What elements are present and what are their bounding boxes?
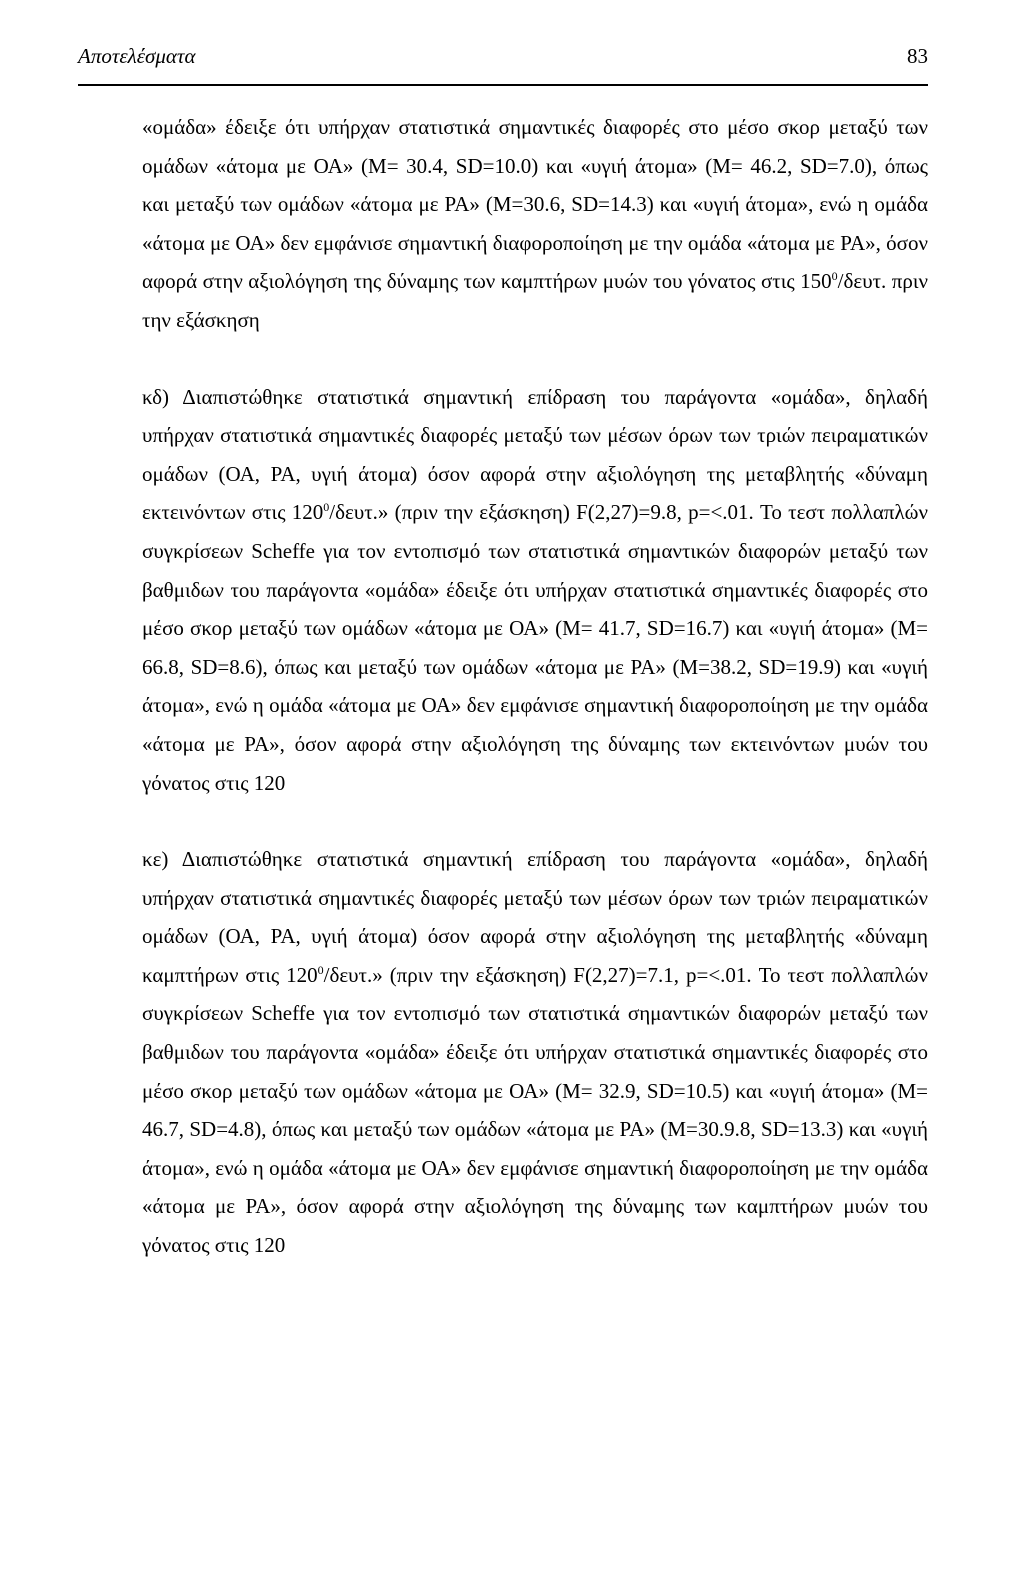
paragraph-ke — [142, 840, 928, 1265]
running-title: Αποτελέσματα — [78, 44, 196, 68]
page-number: 83 — [907, 44, 928, 68]
paragraph-text: /δευτ. πριν την εξάσκηση — [142, 269, 928, 332]
paragraph-text: κε) Διαπιστώθηκε στατιστικά σημαντική επίδραση του παράγοντα «ομάδα», δηλαδή υπήρχαν στατιστικά σημαντικές διαφορές μεταξύ των μέσων όρων των τριών πειραματικών ομάδων (ΟΑ, PA, υγιή άτομα) όσον αφορά στην αξιολόγηση της μεταβλητής «δύναμη καμπτήρων στις 120 — [142, 847, 928, 987]
degree-superscript: 0 — [831, 269, 838, 284]
page-header — [78, 42, 928, 76]
paragraph-gap — [142, 802, 928, 840]
header-divider — [78, 84, 928, 86]
paragraph-text: /δευτ.» (πριν την εξάσκηση) F(2,27)=7.1, p=<.01. Το τεστ πολλαπλών συγκρίσεων Scheffe για τον εντοπισμό των στατιστικά σημαντικών διαφορών μεταξύ των βαθμιδων του παράγοντα «ομάδα» έδειξε ότι υπήρχαν στατιστικά σημαντικές διαφορές στο μέσο σκορ μεταξύ των ομάδων «άτομα με ΟΑ» (M= 32.9, SD=10.5) και «υγιή άτομα» (M= 46.7, SD=4.8), όπως και μεταξύ των ομάδων «άτομα με PA» (M=30.9.8, SD=13.3) και «υγιή άτομα», ενώ η ομάδα «άτομα με ΟΑ» δεν εμφάνισε σημαντική διαφοροποίηση με την ομάδα «άτομα με PA», όσον αφορά στην αξιολόγηση της δύναμης των καμπτήρων μυών του γόνατος στις 120 — [142, 962, 928, 1258]
paragraph-text: /δευτ.» (πριν την εξάσκηση) F(2,27)=9.8, p=<.01. Το τεστ πολλαπλών συγκρίσεων Scheffe για τον εντοπισμό των στατιστικά σημαντικών διαφορών μεταξύ των βαθμιδων του παράγοντα «ομάδα» έδειξε ότι υπήρχαν στατιστικά σημαντικές διαφορές στο μέσο σκορ μεταξύ των ομάδων «άτομα με ΟΑ» (M= 41.7, SD=16.7) και «υγιή άτομα» (M= 66.8, SD=8.6), όπως και μεταξύ των ομάδων «άτομα με PA» (M=38.2, SD=19.9) και «υγιή άτομα», ενώ η ομάδα «άτομα με ΟΑ» δεν εμφάνισε σημαντική διαφοροποίηση με την ομάδα «άτομα με PA», όσον αφορά στην αξιολόγηση της δύναμης των εκτεινόντων μυών του γόνατος στις 120 — [142, 500, 928, 795]
paragraph-text: κδ) Διαπιστώθηκε στατιστικά σημαντική επίδραση του παράγοντα «ομάδα», δηλαδή υπήρχαν στατιστικά σημαντικές διαφορές μεταξύ των μέσων όρων των τριών πειραματικών ομάδων (ΟΑ, PA, υγιή άτομα) όσον αφορά στην αξιολόγηση της μεταβλητής «δύναμη εκτεινόντων στις 120 — [142, 384, 928, 525]
degree-superscript: 0 — [323, 500, 330, 515]
body-text — [142, 108, 928, 1265]
degree-superscript: 0 — [317, 962, 324, 977]
paragraph-gap — [142, 340, 928, 378]
paragraph-text: «ομάδα» έδειξε ότι υπήρχαν στατιστικά σημαντικές διαφορές στο μέσο σκορ μεταξύ των ομάδων «άτομα με ΟΑ» (M= 30.4, SD=10.0) και «υγιή άτομα» (M= 46.2, SD=7.0), όπως και μεταξύ των ομάδων «άτομα με PA» (M=30.6, SD=14.3) και «υγιή άτομα», ενώ η ομάδα «άτομα με ΟΑ» δεν εμφάνισε σημαντική διαφοροποίηση με την ομάδα «άτομα με PA», όσον αφορά στην αξιολόγηση της δύναμης των καμπτήρων μυών του γόνατος στις 150 — [142, 115, 928, 294]
paragraph-kd — [142, 378, 928, 803]
paragraph-continuation — [142, 108, 928, 340]
